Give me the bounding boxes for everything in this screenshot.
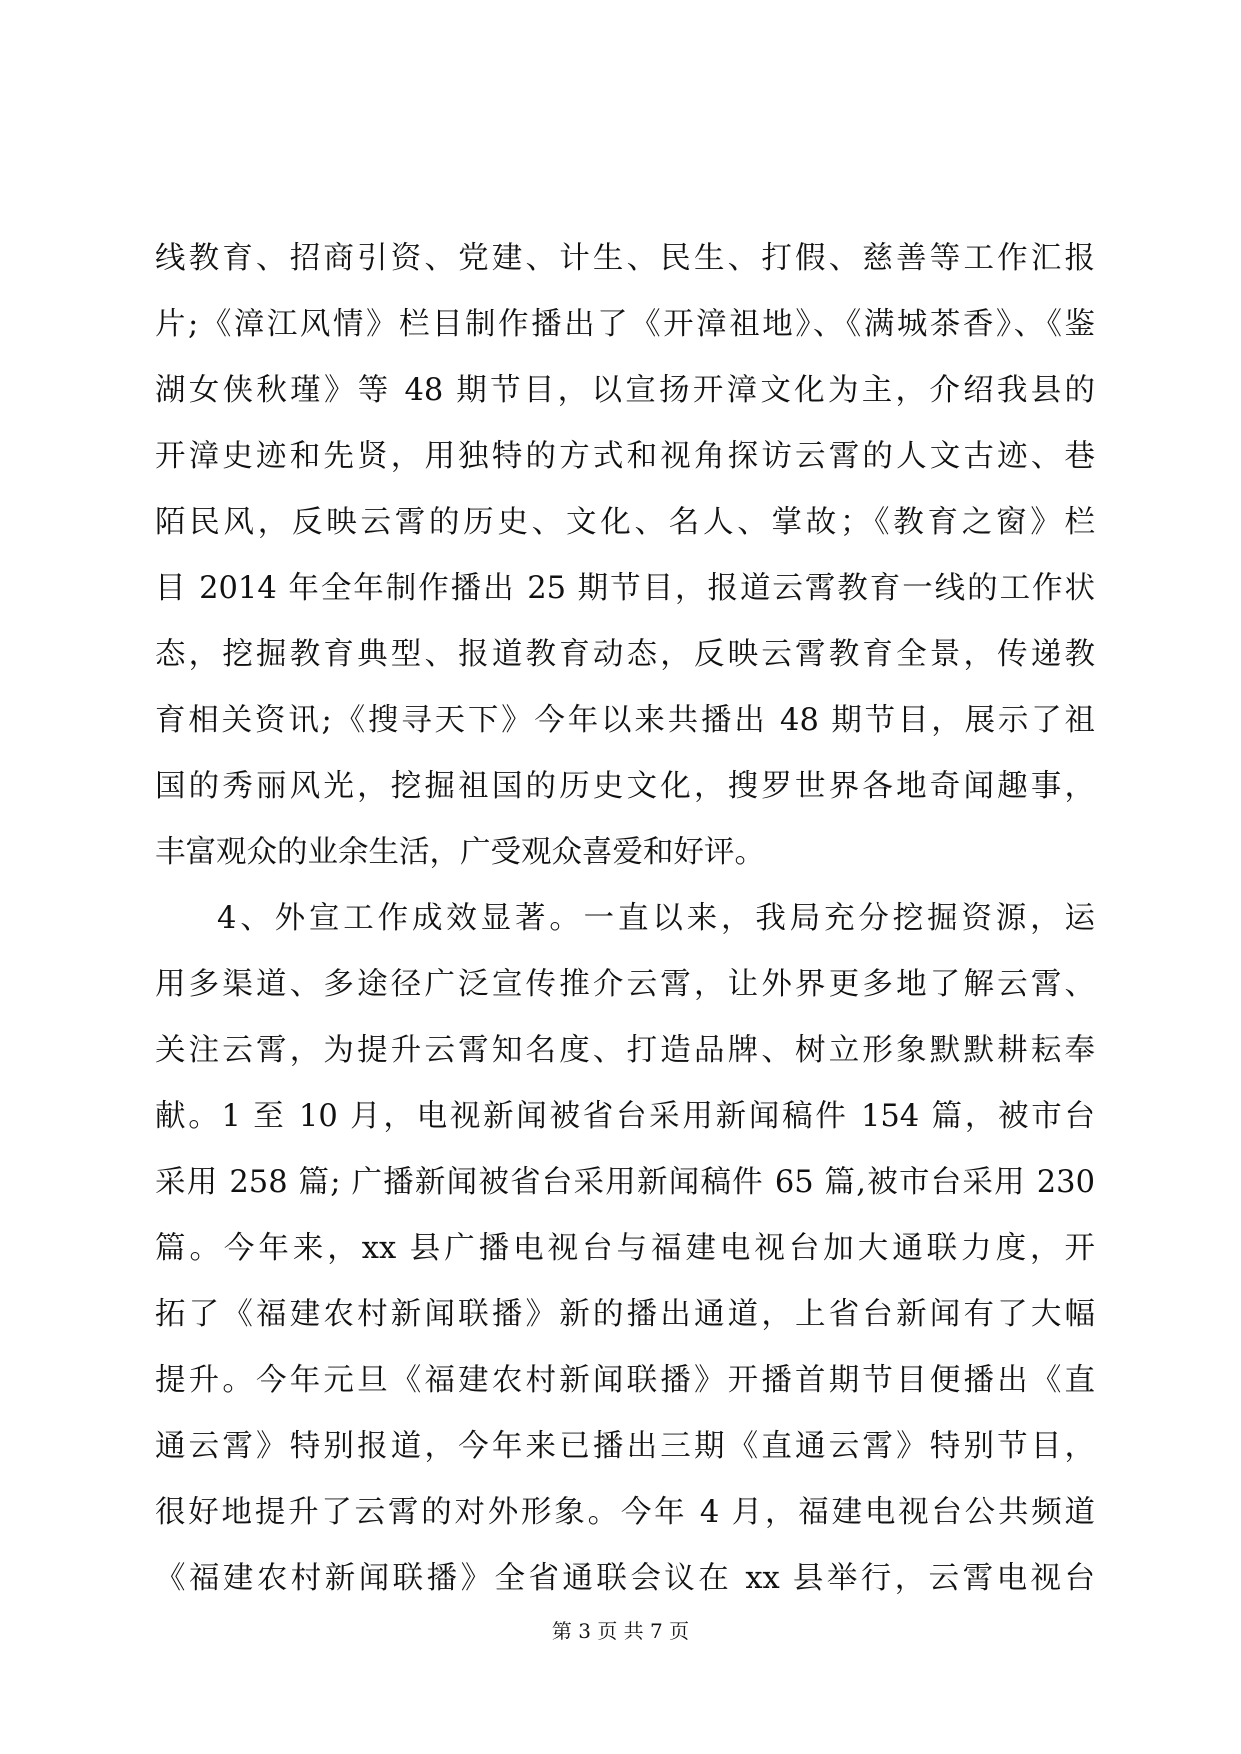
text-line: 线教育、招商引资、党建、计生、民生、打假、慈善等工作汇报: [155, 241, 1095, 276]
text-line: 拓了《福建农村新闻联播》新的播出通道，上省台新闻有了大幅: [155, 1297, 1095, 1332]
text-line: 关注云霄，为提升云霄知名度、打造品牌、树立形象默默耕耘奉: [155, 1033, 1095, 1068]
text-line: 提升。今年元旦《福建农村新闻联播》开播首期节目便播出《直: [155, 1363, 1095, 1398]
text-line: 片;《漳江风情》栏目制作播出了《开漳祖地》、《满城茶香》、《鉴: [155, 307, 1095, 342]
text-line: 国的秀丽风光，挖掘祖国的历史文化，搜罗世界各地奇闻趣事，: [155, 769, 1095, 804]
text-line: 采用 258 篇; 广播新闻被省台采用新闻稿件 65 篇,被市台采用 230: [155, 1165, 1095, 1200]
text-line: 用多渠道、多途径广泛宣传推介云霄，让外界更多地了解云霄、: [155, 967, 1095, 1002]
text-line: 通云霄》特别报道，今年来已播出三期《直通云霄》特别节目，: [155, 1429, 1095, 1464]
paragraph-2: [155, 886, 1095, 1612]
text-line: 目 2014 年全年制作播出 25 期节目，报道云霄教育一线的工作状: [155, 571, 1095, 606]
text-line: 开漳史迹和先贤，用独特的方式和视角探访云霄的人文古迹、巷: [155, 439, 1095, 474]
text-line: 4、外宣工作成效显著。一直以来，我局充分挖掘资源，运: [217, 901, 1095, 936]
text-line: 篇。今年来，xx 县广播电视台与福建电视台加大通联力度，开: [155, 1231, 1095, 1266]
text-line: 态，挖掘教育典型、报道教育动态，反映云霄教育全景，传递教: [155, 637, 1095, 672]
paragraph-1: [155, 226, 1095, 886]
text-line: 育相关资讯;《搜寻天下》今年以来共播出 48 期节目，展示了祖: [155, 703, 1095, 738]
page-number-footer: 第 3 页 共 7 页: [551, 1619, 690, 1643]
text-line: 陌民风，反映云霄的历史、文化、名人、掌故；《教育之窗》栏: [155, 505, 1095, 540]
text-line: 丰富观众的业余生活，广受观众喜爱和好评。: [155, 835, 765, 870]
text-line: 很好地提升了云霄的对外形象。今年 4 月，福建电视台公共频道: [155, 1495, 1095, 1530]
document-body: [155, 226, 1095, 1612]
text-line: 《福建农村新闻联播》全省通联会议在 xx 县举行，云霄电视台: [155, 1561, 1095, 1596]
text-line: 湖女侠秋瑾》等 48 期节目，以宣扬开漳文化为主，介绍我县的: [155, 373, 1095, 408]
text-line: 献。1 至 10 月，电视新闻被省台采用新闻稿件 154 篇，被市台: [155, 1099, 1095, 1134]
